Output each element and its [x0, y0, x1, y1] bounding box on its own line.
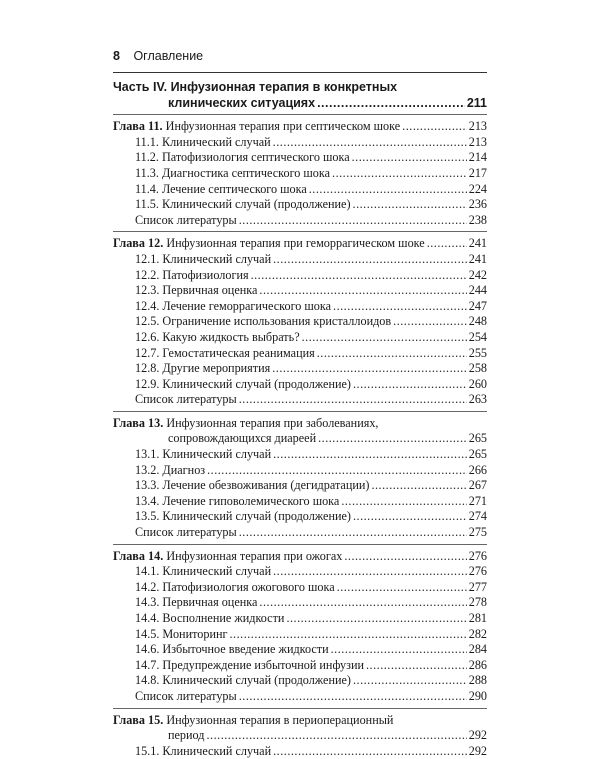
- chapter-14-entry[interactable]: [113, 549, 487, 565]
- leader-dots: [309, 182, 467, 198]
- leader-dots: [344, 549, 466, 565]
- section-rule: [113, 411, 487, 412]
- entry-page: 224: [468, 181, 487, 196]
- toc-entry[interactable]: [113, 346, 487, 362]
- entry-label: 11.5. Клинический случай (продолжение): [135, 197, 351, 212]
- entry-page: 274: [468, 509, 487, 524]
- entry-label: 13.1. Клинический случай: [135, 447, 272, 462]
- section-rule: [113, 231, 487, 232]
- entry-label: 14.2. Патофизиология ожогового шока: [135, 579, 335, 594]
- chapter-prefix: Глава 11.: [113, 119, 163, 134]
- chapter-page: 276: [468, 548, 487, 563]
- leader-dots: [207, 728, 467, 744]
- leader-dots: [251, 268, 467, 284]
- toc-entry[interactable]: [113, 595, 487, 611]
- chapter-prefix: Глава 15.: [113, 712, 164, 727]
- entry-page: 276: [468, 564, 487, 579]
- chapter-15-title-line1: [113, 713, 487, 729]
- entry-page: 258: [468, 361, 487, 376]
- leader-dots: [259, 283, 466, 299]
- toc-entry[interactable]: [113, 166, 487, 182]
- chapter-15-entry[interactable]: [113, 728, 487, 744]
- leader-dots: [393, 314, 467, 330]
- toc-entry[interactable]: [113, 213, 487, 229]
- chapter-title: Инфузионная терапия при ожогах: [166, 548, 343, 563]
- entry-page: 238: [468, 212, 487, 227]
- entry-page: 248: [468, 314, 487, 329]
- leader-dots: [230, 627, 467, 643]
- entry-page: 236: [468, 197, 487, 212]
- entry-label: 12.2. Патофизиология: [135, 267, 249, 282]
- toc-entry[interactable]: [113, 150, 487, 166]
- entry-label: Список литературы: [135, 688, 237, 703]
- toc-entry[interactable]: [113, 377, 487, 393]
- entry-label: Список литературы: [135, 525, 237, 540]
- toc-entry[interactable]: [113, 197, 487, 213]
- toc-entry[interactable]: [113, 283, 487, 299]
- chapter-page: 292: [468, 728, 487, 743]
- entry-page: 282: [468, 626, 487, 641]
- toc-entry[interactable]: [113, 330, 487, 346]
- toc-entry[interactable]: [113, 509, 487, 525]
- toc-entry[interactable]: [113, 673, 487, 689]
- entry-page: 281: [468, 611, 487, 625]
- entry-label: 14.1. Клинический случай: [135, 564, 272, 579]
- entry-page: 242: [468, 267, 487, 282]
- chapter-title: Инфузионная терапия при заболеваниях,: [166, 415, 379, 430]
- leader-dots: [371, 478, 466, 494]
- chapter-title-cont: период: [168, 728, 205, 743]
- toc-entry[interactable]: [113, 658, 487, 674]
- table-of-contents: [113, 80, 487, 759]
- entry-page: 278: [468, 595, 487, 610]
- header-rule: [113, 72, 487, 73]
- entry-label: 14.6. Избыточное введение жидкости: [135, 642, 329, 657]
- chapter-title: Инфузионная терапия в периоперационный: [166, 712, 394, 727]
- entry-label: 12.6. Какую жидкость выбрать?: [135, 329, 300, 344]
- leader-dots: [332, 166, 467, 182]
- entry-label: 11.1. Клинический случай: [135, 134, 271, 149]
- entry-page: 244: [468, 283, 487, 298]
- entry-label: 11.4. Лечение септического шока: [135, 181, 307, 196]
- entry-label: 12.1. Клинический случай: [135, 251, 272, 266]
- toc-entry[interactable]: [113, 135, 487, 151]
- leader-dots: [341, 494, 466, 510]
- entry-page: 271: [468, 493, 487, 508]
- entry-label: 13.2. Диагноз: [135, 462, 206, 477]
- entry-page: 275: [468, 525, 487, 540]
- leader-dots: [337, 580, 467, 596]
- leader-dots: [259, 595, 466, 611]
- entry-page: 288: [468, 673, 487, 688]
- leader-dots: [427, 236, 467, 252]
- leader-dots: [273, 447, 467, 463]
- leader-dots: [353, 509, 467, 525]
- toc-entry[interactable]: [113, 494, 487, 510]
- entry-page: 217: [468, 165, 487, 180]
- entry-label: 13.4. Лечение гиповолемического шока: [135, 493, 340, 508]
- chapter-13-entry[interactable]: [113, 431, 487, 447]
- toc-entry[interactable]: [113, 268, 487, 284]
- chapter-title-cont: сопровождающихся диареей: [168, 431, 317, 446]
- entry-page: 277: [468, 579, 487, 594]
- chapter-title: Инфузионная терапия при септическом шоке: [165, 119, 401, 134]
- leader-dots: [273, 252, 467, 268]
- entry-label: 11.2. Патофизиология септического шока: [135, 150, 350, 165]
- toc-entry[interactable]: [113, 627, 487, 643]
- leader-dots: [239, 689, 467, 705]
- entry-page: 254: [468, 329, 487, 344]
- entry-page: 214: [468, 150, 487, 165]
- part-page: 211: [466, 95, 487, 110]
- leader-dots: [273, 564, 467, 580]
- chapter-prefix: Глава 13.: [113, 415, 164, 430]
- leader-dots: [302, 330, 467, 346]
- entry-label: 14.4. Восполнение жидкости: [135, 611, 285, 625]
- leader-dots: [402, 119, 467, 135]
- entry-page: 290: [468, 688, 487, 703]
- toc-entry[interactable]: [113, 392, 487, 408]
- entry-label: 11.3. Диагностика септического шока: [135, 165, 331, 180]
- leader-dots: [353, 197, 467, 213]
- leader-dots: [207, 463, 467, 479]
- chapter-11-entry[interactable]: [113, 119, 487, 135]
- entry-page: 241: [468, 251, 487, 266]
- section-rule: [113, 708, 487, 709]
- entry-label: 13.3. Лечение обезвоживания (дегидратации): [135, 478, 370, 493]
- entry-page: 284: [468, 642, 487, 657]
- entry-label: 12.8. Другие мероприятия: [135, 361, 271, 376]
- entry-label: 12.4. Лечение геморрагического шока: [135, 298, 332, 313]
- part-entry[interactable]: [113, 96, 487, 112]
- entry-label: 12.7. Гемостатическая реанимация: [135, 345, 315, 360]
- entry-page: 267: [468, 478, 487, 493]
- leader-dots: [333, 299, 467, 315]
- entry-label: Список литературы: [135, 392, 237, 407]
- entry-page: 247: [468, 298, 487, 313]
- leader-dots: [239, 213, 467, 229]
- toc-entry[interactable]: [113, 314, 487, 330]
- toc-entry[interactable]: [113, 299, 487, 315]
- entry-label: 14.5. Мониторинг: [135, 626, 228, 641]
- entry-page: 260: [468, 376, 487, 391]
- chapter-page: 241: [468, 236, 487, 251]
- chapter-13-title-line1: [113, 416, 487, 432]
- entry-label: 14.3. Первичная оценка: [135, 595, 258, 610]
- chapter-prefix: Глава 14.: [113, 548, 164, 563]
- entry-label: 15.1. Клинический случай: [135, 743, 272, 758]
- leader-dots: [318, 431, 467, 447]
- toc-entry[interactable]: [113, 564, 487, 580]
- chapter-title: Инфузионная терапия при геморрагическом шоке: [166, 236, 425, 251]
- entry-label: 14.7. Предупреждение избыточной инфузии: [135, 657, 364, 672]
- entry-page: 266: [468, 462, 487, 477]
- toc-entry[interactable]: [113, 580, 487, 596]
- leader-dots: [353, 377, 467, 393]
- leader-dots: [273, 135, 467, 151]
- toc-entry[interactable]: [113, 463, 487, 479]
- leader-dots: [239, 392, 467, 408]
- toc-entry[interactable]: [113, 642, 487, 658]
- entry-label: 12.5. Ограничение использования кристаллоидов: [135, 314, 392, 329]
- entry-label: 12.3. Первичная оценка: [135, 283, 258, 298]
- leader-dots: [272, 361, 466, 377]
- leader-dots: [239, 525, 467, 541]
- toc-entry[interactable]: [113, 252, 487, 268]
- chapter-page: 213: [468, 119, 487, 134]
- running-title: Оглавление: [133, 49, 204, 63]
- chapter-page: 265: [468, 431, 487, 446]
- entry-page: 286: [468, 657, 487, 672]
- section-rule: [113, 114, 487, 115]
- section-rule: [113, 544, 487, 545]
- entry-page: 292: [468, 743, 487, 758]
- entry-page: 213: [468, 134, 487, 149]
- entry-label: Список литературы: [135, 212, 237, 227]
- entry-page: 265: [468, 447, 487, 462]
- chapter-prefix: Глава 12.: [113, 236, 164, 251]
- toc-entry[interactable]: [113, 689, 487, 705]
- toc-entry[interactable]: [113, 361, 487, 377]
- leader-dots: [273, 744, 467, 759]
- leader-dots: [331, 642, 467, 658]
- leader-dots: [286, 611, 466, 627]
- leader-dots: [352, 150, 467, 166]
- toc-entry[interactable]: [113, 478, 487, 494]
- toc-entry[interactable]: [113, 744, 487, 759]
- entry-label: 14.8. Клинический случай (продолжение): [135, 673, 351, 688]
- toc-entry[interactable]: [113, 447, 487, 463]
- leader-dots: [317, 96, 465, 112]
- leader-dots: [317, 346, 467, 362]
- toc-entry[interactable]: [113, 182, 487, 198]
- entry-label: 12.9. Клинический случай (продолжение): [135, 376, 351, 391]
- part-title-line1: Часть IV. Инфузионная терапия в конкретных: [113, 80, 398, 94]
- entry-page: 255: [468, 345, 487, 360]
- leader-dots: [353, 673, 467, 689]
- part-title-line2: клинических ситуациях: [168, 95, 316, 110]
- toc-entry[interactable]: [113, 525, 487, 541]
- entry-page: 263: [468, 392, 487, 407]
- page-number: 8: [113, 49, 120, 63]
- chapter-12-entry[interactable]: [113, 236, 487, 252]
- leader-dots: [366, 658, 467, 674]
- toc-entry[interactable]: [113, 611, 487, 627]
- running-header: [113, 49, 487, 63]
- entry-label: 13.5. Клинический случай (продолжение): [135, 509, 351, 524]
